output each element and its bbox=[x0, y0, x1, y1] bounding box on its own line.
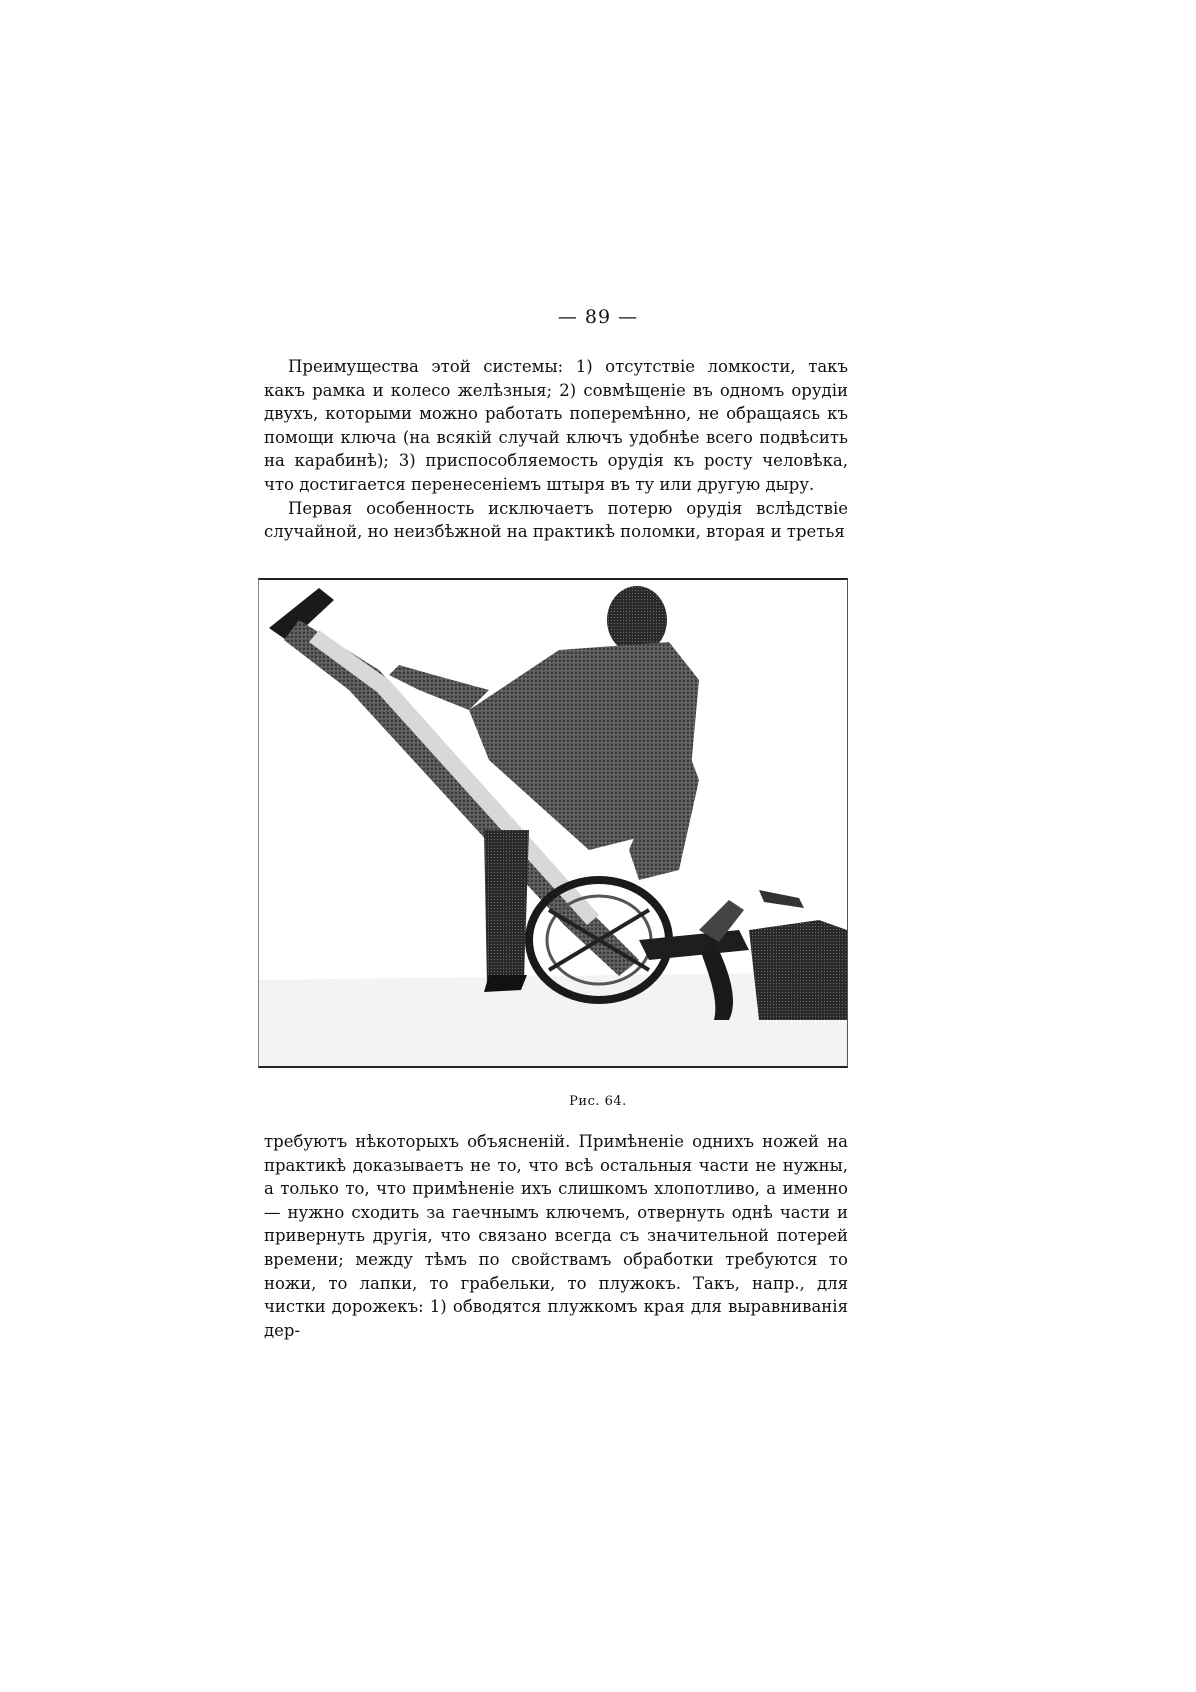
figure-caption: Рис. 64. bbox=[569, 1094, 627, 1109]
bottom-text-block bbox=[264, 1130, 848, 1342]
figure-photo bbox=[258, 578, 848, 1068]
photo-man-with-wheel-hoe bbox=[259, 580, 847, 1066]
paragraph-first-feature: Первая особенность исключаетъ потерю орудія вслѣдствіе случайной, но неизбѣжной на практикѣ поломки, вторая и третья bbox=[264, 498, 848, 542]
paragraph-explanations: требуютъ нѣкоторыхъ объясненій. Примѣненіе однихъ ножей на практикѣ доказываетъ не то, что всѣ остальныя части не нужны, а только то, что примѣненіе ихъ слишкомъ хлопотливо, а именно— нужно сходить за гаечнымъ ключемъ, отвернуть однѣ части и привернуть другія, что связано всегда съ значительной потерей времени; между тѣмъ по свойствамъ обработки требуются то ножи, то лапки, то грабельки, то плужокъ. Такъ, напр., для чистки дорожекъ: 1) обводятся плужкомъ края для выравниванія дер- bbox=[264, 1132, 848, 1340]
page-number: — 89 — bbox=[557, 306, 639, 328]
top-text-block bbox=[264, 355, 848, 544]
paragraph-advantages: Преимущества этой системы: 1) отсутствіе ломкости, такъ какъ рамка и колесо желѣзныя; 2) совмѣщеніе въ одномъ орудіи двухъ, которыми можно работать поперемѣнно, не обращаясь къ помощи ключа (на всякій случай ключъ удобнѣе всего подвѣсить на карабинѣ); 3) приспособляемость орудія къ росту человѣка, что достигается перенесеніемъ штыря въ ту или другую дыру. bbox=[264, 357, 848, 494]
